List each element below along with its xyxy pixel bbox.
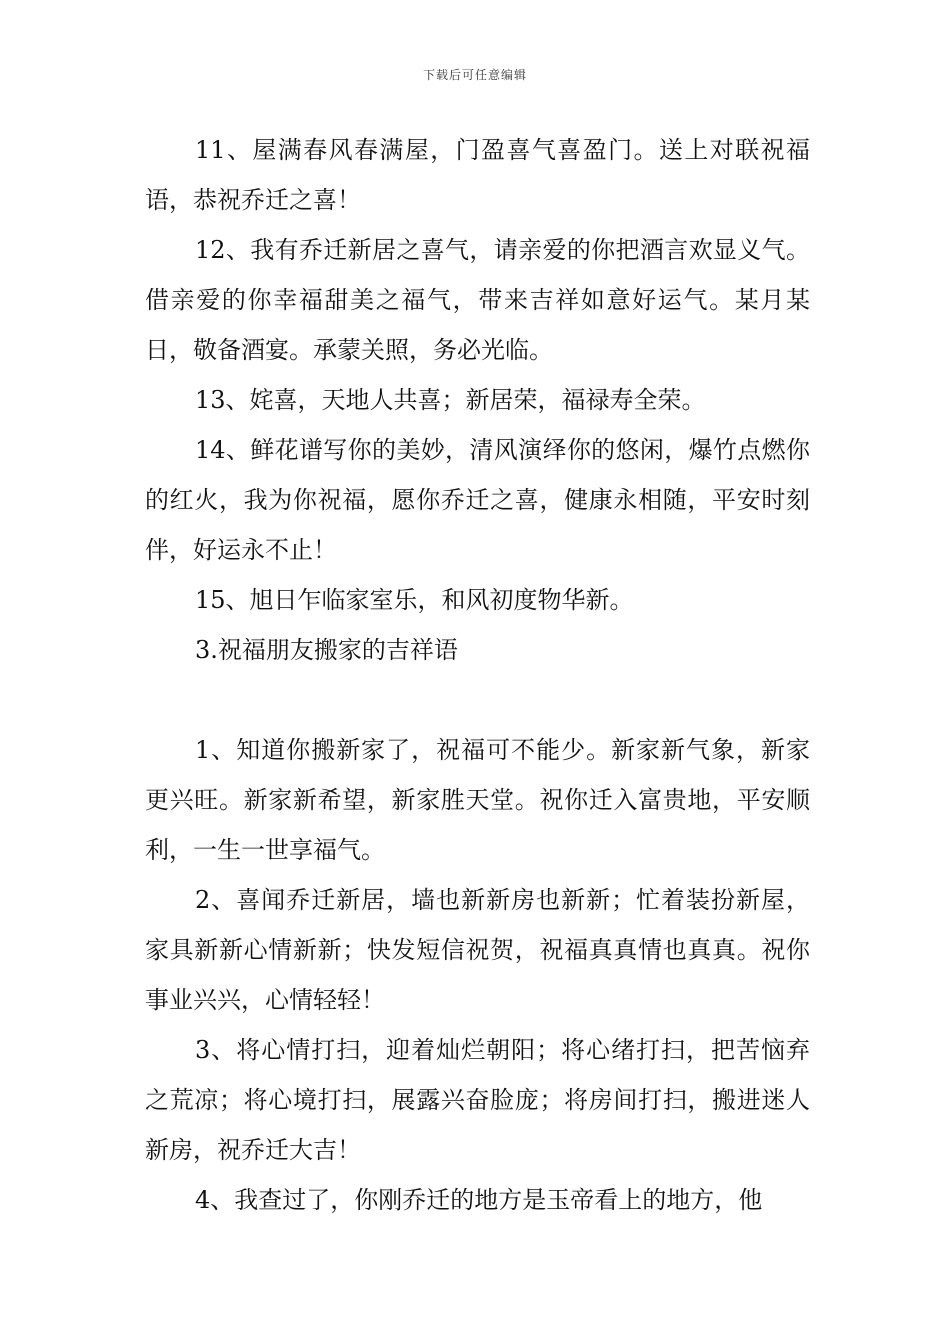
blank-line (145, 675, 810, 725)
blessing-4: 4、我查过了，你刚乔迁的地方是玉帝看上的地方，他 (195, 1186, 763, 1214)
paragraph-13: 13、姹喜，天地人共喜；新居荣，福禄寿全荣。 (195, 386, 706, 414)
blessing-1: 1、知道你搬新家了，祝福可不能少。新家新气象，新家更兴旺。新家新希望，新家胜天堂。祝你迁入富贵地，平安顺利，一生一世享福气。 (145, 736, 810, 864)
document-body (145, 125, 810, 1225)
blessing-2: 2、喜闻乔迁新居，墙也新新房也新新；忙着装扮新屋，家具新新心情新新；快发短信祝贺，祝福真真情也真真。祝你事业兴兴，心情轻轻！ (145, 886, 810, 1014)
page-header-note: 下载后可任意编辑 (422, 68, 527, 82)
paragraph-15: 15、旭日乍临家室乐，和风初度物华新。 (195, 586, 634, 614)
paragraph-12: 12、我有乔迁新居之喜气，请亲爱的你把酒言欢显义气。借亲爱的你幸福甜美之福气，带来吉祥如意好运气。某月某日，敬备酒宴。承蒙关照，务必光临。 (145, 236, 810, 364)
section-heading: 3.祝福朋友搬家的吉祥语 (195, 636, 458, 664)
blessing-3: 3、将心情打扫，迎着灿烂朝阳；将心绪打扫，把苦恼弃之荒凉；将心境打扫，展露兴奋脸庞；将房间打扫，搬进迷人新房，祝乔迁大吉！ (145, 1036, 810, 1164)
paragraph-14: 14、鲜花谱写你的美妙，清风演绎你的悠闲，爆竹点燃你的红火，我为你祝福，愿你乔迁之喜，健康永相随，平安时刻伴，好运永不止！ (145, 436, 810, 564)
paragraph-11: 11、屋满春风春满屋，门盈喜气喜盈门。送上对联祝福语，恭祝乔迁之喜！ (145, 136, 810, 214)
